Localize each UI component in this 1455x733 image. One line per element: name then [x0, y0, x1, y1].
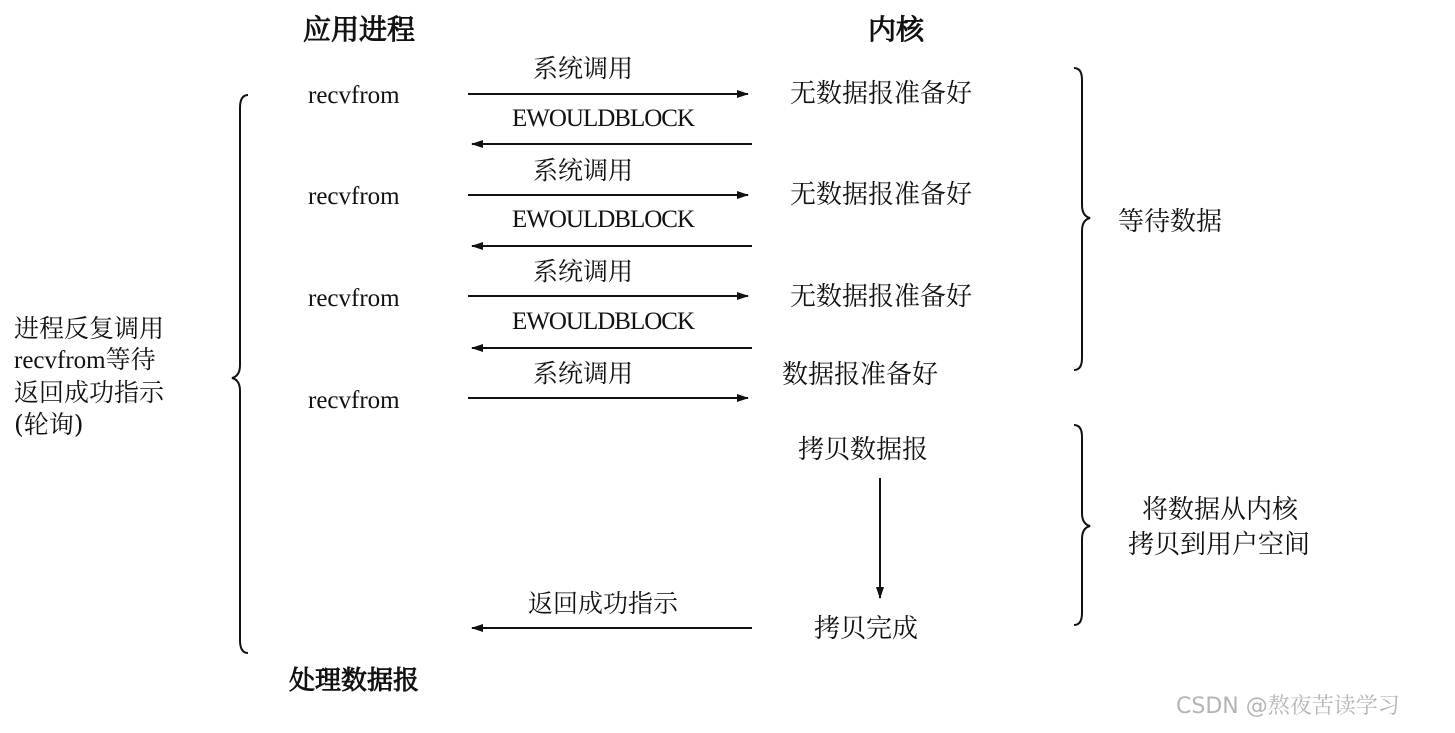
recvfrom-label-4: recvfrom — [308, 387, 400, 414]
kernel-state-1: 无数据报准备好 — [790, 79, 973, 109]
ewouldblock-label-3: EWOULDBLOCK — [512, 308, 695, 335]
polling-note — [14, 313, 214, 441]
copy-phase-label-line2: 拷贝到用户空间 — [1128, 530, 1311, 560]
return-success-label: 返回成功指示 — [528, 589, 679, 618]
left-brace — [232, 95, 248, 653]
polling-note-line4: (轮询) — [14, 410, 84, 439]
copy-phase-label-line1: 将数据从内核 — [1142, 495, 1299, 525]
polling-note-line3: 返回成功指示 — [14, 378, 165, 407]
ewouldblock-label-1: EWOULDBLOCK — [512, 105, 695, 132]
recvfrom-label-2: recvfrom — [308, 183, 400, 210]
kernel-state-4: 数据报准备好 — [782, 360, 939, 390]
copy-brace — [1074, 425, 1090, 625]
syscall-label-2: 系统调用 — [533, 156, 634, 185]
csdn-watermark: CSDN @熬夜苦读学习 — [1176, 694, 1400, 719]
kernel-state-3: 无数据报准备好 — [790, 282, 973, 312]
ewouldblock-label-2: EWOULDBLOCK — [512, 206, 695, 233]
polling-note-line1: 进程反复调用 — [14, 314, 165, 343]
kernel-state-2: 无数据报准备好 — [790, 180, 973, 210]
syscall-label-1: 系统调用 — [533, 54, 634, 83]
app-process-header: 应用进程 — [303, 13, 416, 46]
syscall-label-3: 系统调用 — [533, 257, 634, 286]
recvfrom-label-1: recvfrom — [308, 82, 400, 109]
copy-datagram-label: 拷贝数据报 — [798, 435, 929, 465]
wait-data-phase-label: 等待数据 — [1118, 207, 1223, 237]
process-datagram-label: 处理数据报 — [289, 666, 420, 696]
kernel-header: 内核 — [868, 13, 925, 46]
polling-note-line2: recvfrom等待 — [14, 347, 156, 374]
recvfrom-label-3: recvfrom — [308, 285, 400, 312]
syscall-label-4: 系统调用 — [533, 359, 634, 388]
wait-brace — [1074, 68, 1090, 370]
copy-done-label: 拷贝完成 — [814, 614, 919, 644]
